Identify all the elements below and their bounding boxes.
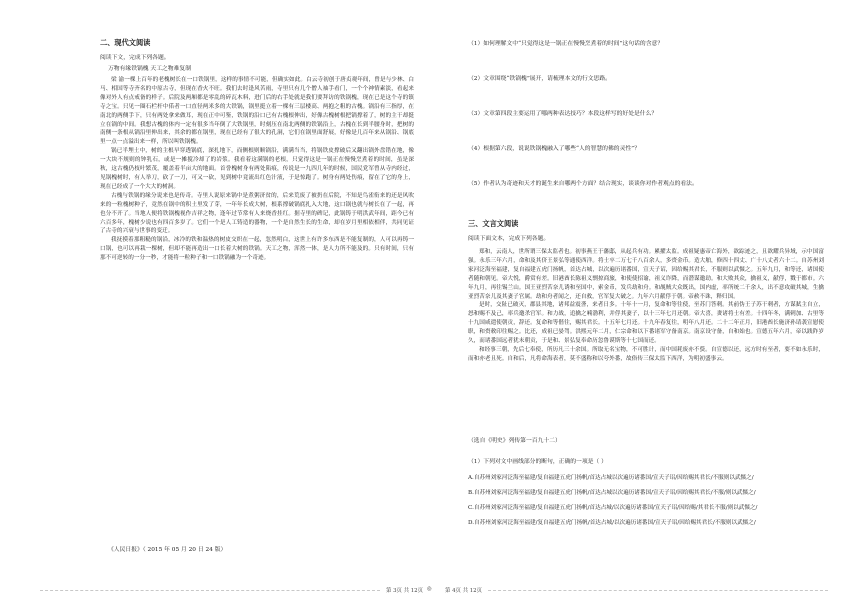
article-paragraph: 郑和，云南人，世所谓三保太监者也。初事燕王于藩邸，从起兵有功。累擢太监。成祖疑惠帝亡海外，欲踪迹之，且欲耀兵异域，示中国富强。永乐三年六月，命和及其侪王景弘等通使西洋。将士卒二万七千八百余人，多赍金币。造大舶，修四十四丈、广十八丈者六十二。自苏州刘家河泛海至福建，复自福建五虎门扬帆，首达占城，以次遍历诸番国，宣天子诏，因给赐其君长，不服则以武慑之。五年九月，和等还，诸国使者随和朝见。帝大悦，爵赏有差。旧港酋长陈祖义剽掠商旅，和使使招谕，祖义诈降，而潜谋邀劫。和大败其众，擒祖义，献俘，戮于都市。六年九月，再往锡兰山。国王亚烈苦奈儿诱和至国中，索金币，发兵劫和舟。和觇贼大众既出，国内虚，率所统二千余人，出不意攻破其城，生擒亚烈苦奈儿及其妻子官属。劫和舟者闻之，还自救，官军复大破之。九年六月献俘于朝。帝赦不诛，释归国。: [468, 249, 824, 300]
instruction-classical: 阅读下面文本，完成下列各题。: [468, 236, 550, 242]
page-right: [430, 0, 860, 608]
question-5: （5）作者认为奇迹和天才的诞生来自哪两个方面？结合现实，谈谈你对作者观点的看法。: [468, 181, 698, 187]
article-paragraph: 梁 渝一棵上百年的老槐树长在一口铁锅里，这样的事情不可能，但确实如此。白云寺初创于唐贞观年间，曾是与少林、白马、相国等寺齐名的中原古寺，但现在香火不旺。我们去时逢风苦雨，寺里只有几个僧人袖手看门，一个个神情素淡，看起来像对外人有点戒备的样子。后院及两厢都是零乱的碎瓦木料，进门后的右手处就是我们要拜访的铁锅槐，现在已是这个寺的镇寺之宝。只见一圈石栏杆中偌者一口直径两米多的大铁锅，锅里挺立着一棵有三层楼高、两抱之粗的古槐。锅沿有三指厚，在南北的两侧手下，只有两处拿来做耳，现在正中可鉴，铁锅的沿口已有古槐根伸出，好像古槐树根把锅撑着了，树的主干却挺立在锅的中间。我想古槐的体内一定有很多当年倒了大铁锅里，时刻压在南北两侧的铁锅沿上，古槐在长到半腰身时，把树的南侧一条根从锅沿里伸出来，其余的都在锅里，现在已经有了很大的孔洞，它们在锅里面舒展，好像是几百年来从锅沿、锅底里一点一点溢出来一样，所以叫铁锅槐。: [100, 77, 414, 146]
article-paragraph: 和经事三朝，先后七奉使，所历凡三十余国。所取无名宝物，不可胜计，而中国耗废亦不赀。自宣德以还，远方时有至者，要不如永乐时，而和亦老且死。自和后，凡将命海表者，莫不盛称和以夸外番，故俗传三保太监下西洋，为明初盛事云。: [468, 346, 824, 362]
option-b: B.自苏州刘家河泛海至福建/复自福建五虎门扬帆/首达占城以次遍历诸番国/宣天子诏/因给赐其君长/不服/则以武慑之/: [468, 490, 756, 496]
option-c: C.自苏州刘家河泛海至福建/复自福建五虎门扬帆/首达占城/以次遍历诸番国/宣天子诏/因给赐/其君长不服/则以武慑之/: [468, 505, 758, 511]
footer-left-page-number: 第 3页 共 12页: [386, 588, 423, 594]
article-paragraph: 锅已半埋土中，树的主根早穿透锅底，深扎地下，而侧根则顺锅沿，满满当当，将锅铁皮撑破后又翻出锅外盘错在地，像一大块不规则的钟乳石，或是一摊搅冷却了的岩浆。我看着这满锅的老根，只觉得这是一锅正在慢慢烹煮着的时间，虽是深秋，这古槐仍枝叶繁茂，覆盖着半亩大的地面。首誉槐树身有两处陷痕，传说是一九四几年的时候，国民党军曾从寺内经过，见锅槐树时，有人举刀，砍了一刀，可又一砍，见到树中竟流出红色汁液，于是惊跑了。树身有两处伤痕，留在了它的身上，现在已经成了一个大大的树洞。: [100, 148, 414, 190]
option-d: D.自苏州刘家河泛海至福建/复自福建五虎门扬帆/首达占城/以次遍历诸番国/宣天子诏/因给赐其君长/不服则以武慑之/: [468, 520, 756, 526]
section-title-classical: 三、文言文阅读: [468, 219, 519, 228]
article-body-classical: [468, 248, 824, 435]
question-4: （4）根据第六段，说说铁锅槐融入了哪些“人的智慧的佛的灵性”？: [468, 146, 640, 152]
article-paragraph: 我抚摸着那粗糙的锅沿，冰冷的铁和温热的树皮交织在一起，忽然明白，这世上有许多东西是不能复制的，人可以再铸一口锅，也可以再栽一棵树，但却不能再造出一口长着大树的铁锅。天工之物，浑然一体，是人力所不能及的。只有时间，只有那不可逆转的一分一秒，才能将一粒种子和一口铁锅融为一个奇迹。: [100, 237, 414, 262]
article-body-modern: [100, 76, 414, 546]
section-title-modern: 二、现代文阅读: [100, 38, 151, 47]
instruction-modern: 阅读下文，完成下列各题。: [100, 55, 170, 61]
footer-center-mark: ◎: [427, 586, 432, 592]
article-paragraph: 古槐与铁锅的缘分说来也是传奇。寺里人说原来锅中是煮粥济贫的，后来荒废了被扔在后院，不知是鸟雀衔来的还是风吹来的一粒槐树种子，竟然在锅中的积土里发了芽，一年年长成大树，根系撑破锅底扎入大地，这口锅也就与树长在了一起，再也分不开了。当地人便将铁锅槐视作吉祥之物，逢年过节常有人来烧香挂红。据寺里的碑记，此锅铸于明洪武年间，距今已有六百多年，槐树少说也有四百多岁了。它们一个是人工铸造的器物，一个是自然生长的生命，却在岁月里相依相伴，共同见证了古寺的兴衰与世事的变迁。: [100, 192, 414, 235]
article-source: 《人民日报》（ 2015 年 05 月 20 日 24 版）: [108, 547, 227, 553]
option-a: A.自苏州刘家河泛海至福建/复自福建五虎门扬帆/首达占城以次遍历诸番国/宣天子诏/因给赐其君长/不服则以武慑之/: [468, 475, 754, 481]
question-1: （1）如何理解文中“只觉得这是一锅正在慢慢烹煮着的时间”这句话的含意？: [468, 41, 664, 47]
classical-source: （选自《明史》列传第一百九十二）: [468, 438, 561, 444]
footer-right-page-number: 第 4页 共 12页: [445, 588, 482, 594]
article-title: 万物有缘铁锅槐 天工之物难复制: [108, 66, 191, 72]
mc-question-stem: （1）下列对文中画线部分的断句，正确的一项是（ ）: [468, 459, 607, 465]
article-paragraph: 是时，交阯已破灭，郡县其地，诸邦益震詟，来者日多。十年十一月，复命和等往使，至苏门答剌。其前伪王子苏干剌者，方谋弑主自立，怒和赐不及己，率兵邀杀官军。和力战，追擒之喃渤利，并俘其妻子，以十三年七月还朝。帝大喜，赉诸将士有差。十四年冬，满剌加、古里等十九国咸遣使朝贡，辞还。复命和等偕往，赐其君长。十五年七月还。十九年春复往，明年八月还。二十二年正月，旧港酋长施济孙请袭宣慰使职，和赍敕印往赐之。比还，成祖已晏驾。洪熙元年二月，仁宗命和以下番诸军守备南京。南京设守备，自和始也。宣德五年六月，帝以践阼岁久，而诸番国远者犹未朝贡，于是和、景弘复奉命历忽鲁谟斯等十七国而还。: [468, 302, 824, 345]
question-3: （3）文章第四段主要运用了哪两种表达技巧？本段这样写的好处是什么？: [468, 111, 658, 117]
question-2: （2）文章围绕“铁锅槐”展开，请梳理本文的行文思路。: [468, 76, 611, 82]
